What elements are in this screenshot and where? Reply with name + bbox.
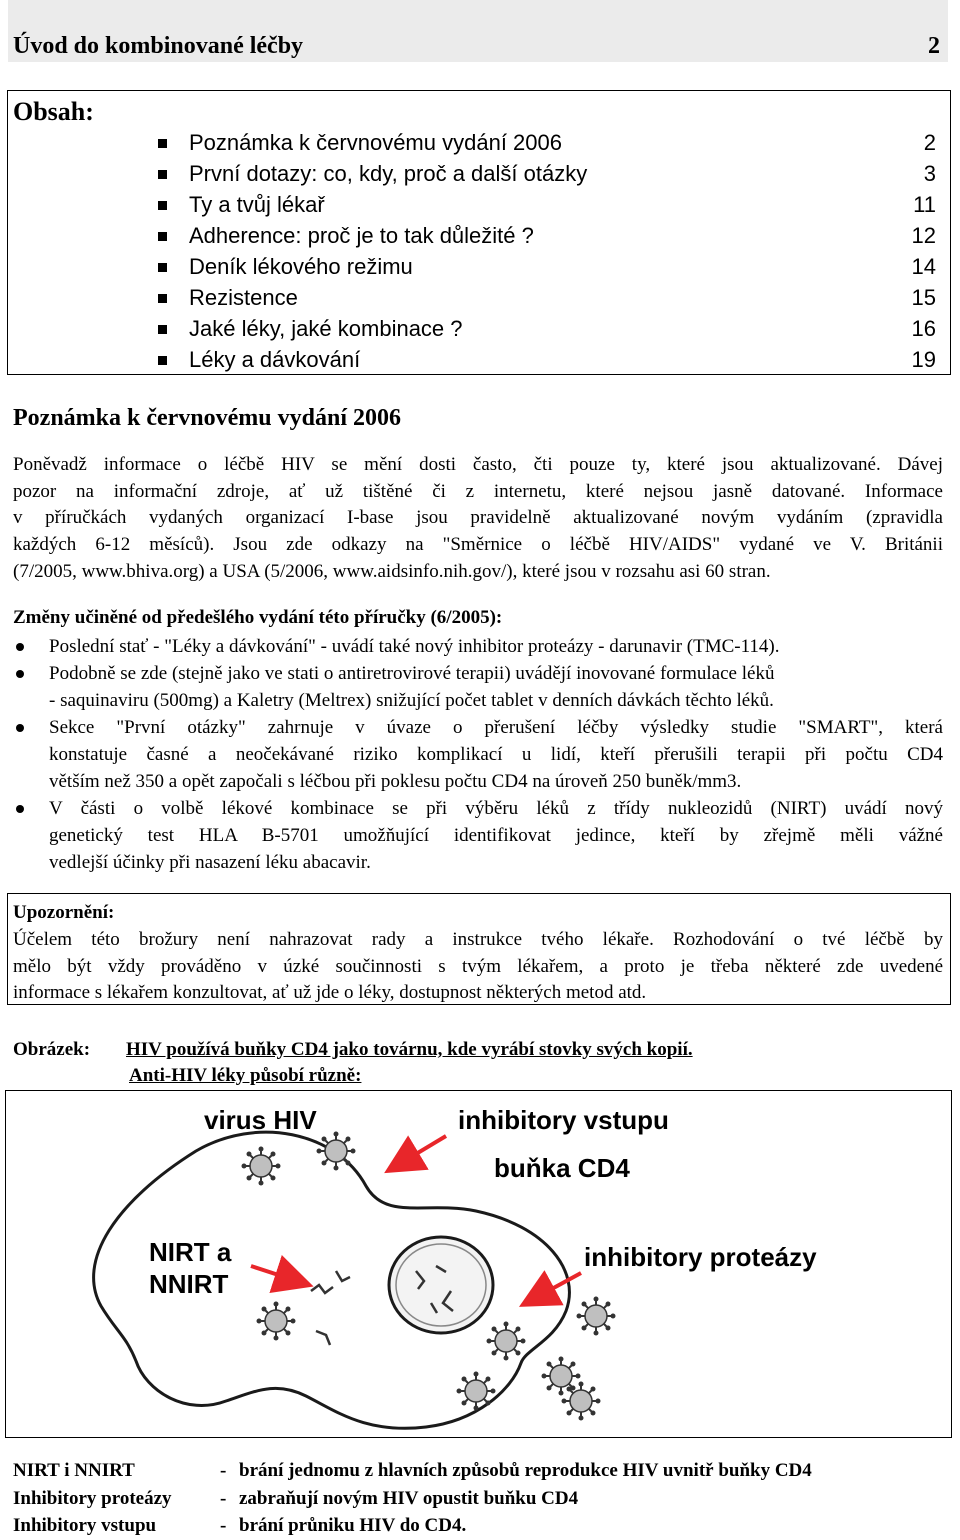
toc-item-page: 15 [911,285,936,310]
legend-term: NIRT i NNIRT [13,1460,135,1481]
label-nnirt: NNIRT [149,1269,229,1299]
list-item [13,633,943,660]
legend-term: Inhibitory proteázy [13,1487,172,1509]
diagram-canvas [6,1091,950,1436]
label-protease-inhibitors: inhibitory proteázy [584,1242,817,1272]
changes-title: Změny učiněné od předešlého vydání této příručky (6/2005): [13,607,503,628]
warning-line: Účelem této brožury není nahrazovat rady a instrukce tvého lékaře. Rozhodování o tvé léčbě by [13,929,943,950]
legend-description: brání průniku HIV do CD4. [239,1515,467,1536]
square-bullet-icon [158,294,167,303]
table-of-contents [7,90,951,375]
virus-icon [457,1372,496,1411]
toc-item-label: Deník lékového režimu [189,254,413,279]
toc-item-page: 16 [911,316,936,341]
toc-item-label: Adherence: proč je to tak důležité ? [189,223,534,248]
figure-caption-label: Obrázek: [13,1039,91,1060]
list-item-line: - saquinaviru (500mg) a Kaletry (Meltrex) snižující počet tablet v denních dávkách těchto léků. [49,690,774,711]
warning-title: Upozornění: [13,902,115,923]
bullet-icon [16,805,24,813]
legend-dash: - [220,1515,227,1536]
list-item [13,660,943,714]
toc-item-page: 14 [911,254,936,279]
square-bullet-icon [158,263,167,272]
virus-icon [257,1302,296,1341]
toc-item-page: 2 [923,130,936,155]
virus-icon [562,1382,601,1421]
paragraph-line: Poněvadž informace o léčbě HIV se mění dosti často, čti pouze ty, které jsou aktualizované. Dávej [13,454,943,475]
square-bullet-icon [158,356,167,365]
toc-title: Obsah: [13,97,94,126]
toc-item[interactable] [158,251,936,282]
virus-icon [242,1147,281,1186]
square-bullet-icon [158,232,167,241]
toc-item-page: 12 [911,223,936,248]
arrow-protease [526,1273,581,1303]
list-item [13,714,943,795]
warning-line: mělo být vždy prováděno v úzké součinnosti s tvým lékařem, a proto je třeba některé zde uvedené [13,955,943,977]
note-paragraph [13,452,943,586]
section-title: Poznámka k červnovému vydání 2006 [13,405,402,431]
arrow-entry [391,1136,446,1169]
label-nirt: NIRT a [149,1237,232,1267]
toc-item-label: Jaké léky, jaké kombinace ? [189,316,463,341]
toc-item-label: Ty a tvůj lékař [189,192,325,217]
changes-list [13,633,943,876]
list-item-line: Poslední stať - "Léky a dávkování" - uvádí také nový inhibitor proteázy - darunavir (TMC-114). [49,636,780,657]
toc-item-label: První dotazy: co, kdy, proč a další otázky [189,161,588,186]
arrow-nirt [251,1266,306,1284]
toc-item[interactable] [158,282,936,313]
square-bullet-icon [158,325,167,334]
document-title: Úvod do kombinované léčby [13,33,304,59]
warning-box [7,893,951,1005]
toc-item[interactable] [158,158,936,189]
virus-icon [542,1357,581,1396]
toc-list [158,127,936,375]
warning-text [13,927,943,1007]
toc-item-page: 3 [923,161,936,186]
square-bullet-icon [158,201,167,210]
list-item-line: větším než 350 a opět započali s léčbou při poklesu počtu CD4 na úroveň 250 buněk/mm3. [49,771,742,792]
page-header [8,0,948,62]
legend-description: zabraňují novým HIV opustit buňku CD4 [239,1487,579,1509]
legend-dash: - [220,1487,227,1509]
paragraph-line: pozor na informační zdroje, ať už tištěné či z internetu, které nejsou jasně datované. Informace [13,480,943,502]
legend-term: Inhibitory vstupu [13,1515,157,1536]
legend-dash: - [220,1460,227,1481]
paragraph-line: (7/2005, www.bhiva.org) a USA (5/2006, www.aidsinfo.nih.gov/), které jsou v rozsahu asi 60 stran. [13,560,771,582]
toc-item[interactable] [158,220,936,251]
virus-icon [487,1322,526,1361]
legend-description: brání jednomu z hlavních způsobů reprodukce HIV uvnitř buňky CD4 [239,1460,812,1481]
list-item-line: V části o volbě lékové kombinace se při výběru léků z třídy nukleozidů (NIRT) uvádí nový [49,798,943,819]
label-cd4-cell: buňka CD4 [494,1153,630,1183]
toc-item-page: 19 [911,347,936,372]
toc-item-page: 11 [913,192,936,217]
paragraph-line: v příručkách vydaných organizací I-base jsou pravidelně aktualizované novým vydáním (zpravidla [13,507,943,529]
hiv-diagram [5,1090,952,1438]
nucleus [389,1237,493,1333]
toc-item-label: Léky a dávkování [189,347,361,372]
list-item-line: konstatuje časné a neočekávané riziko komplikací u lidí, kteří přerušili terapii při počtu CD4 [49,744,943,765]
virus-icon [317,1132,356,1171]
square-bullet-icon [158,170,167,179]
page-number: 2 [928,33,940,59]
virus-icon [577,1297,616,1336]
bullet-icon [16,643,24,651]
list-item-line: genetický test HLA B-5701 umožňující identifikovat jedince, kteří by zřejmě měli vážné [49,825,943,846]
toc-item-label: Poznámka k červnovému vydání 2006 [189,130,562,155]
label-virus: virus HIV [204,1105,317,1135]
warning-line: informace s lékařem konzultovat, ať už jde o léky, dostupnost některých metod atd. [13,982,647,1003]
figure-caption-line: HIV používá buňky CD4 jako továrnu, kde vyrábí stovky svých kopií. [126,1039,693,1060]
square-bullet-icon [158,139,167,148]
list-item-line: vedlejší účinky při nasazení léku abacavir. [49,852,371,873]
toc-item-label: Rezistence [189,285,298,310]
toc-item[interactable] [158,189,936,220]
figure-caption [13,1037,693,1089]
toc-item[interactable] [158,313,936,344]
bullet-icon [16,724,24,732]
bullet-icon [16,670,24,678]
list-item [13,795,943,876]
paragraph-line: každých 6-12 měsíců). Jsou zde odkazy na "Směrnice o léčbě HIV/AIDS" vydané ve V. Británii [13,534,943,556]
toc-item[interactable] [158,127,936,158]
toc-item[interactable] [158,344,936,375]
list-item-line: Podobně se zde (stejně jako ve stati o antiretrovirové terapii) uvádějí inovované formulace léků [49,663,775,684]
figure-caption-subline: Anti-HIV léky působí různě: [129,1065,362,1086]
list-item-line: Sekce "První otázky" zahrnuje v úvaze o přerušení léčby výsledky studie "SMART", která [49,717,943,738]
label-entry-inhibitors: inhibitory vstupu [458,1105,669,1135]
